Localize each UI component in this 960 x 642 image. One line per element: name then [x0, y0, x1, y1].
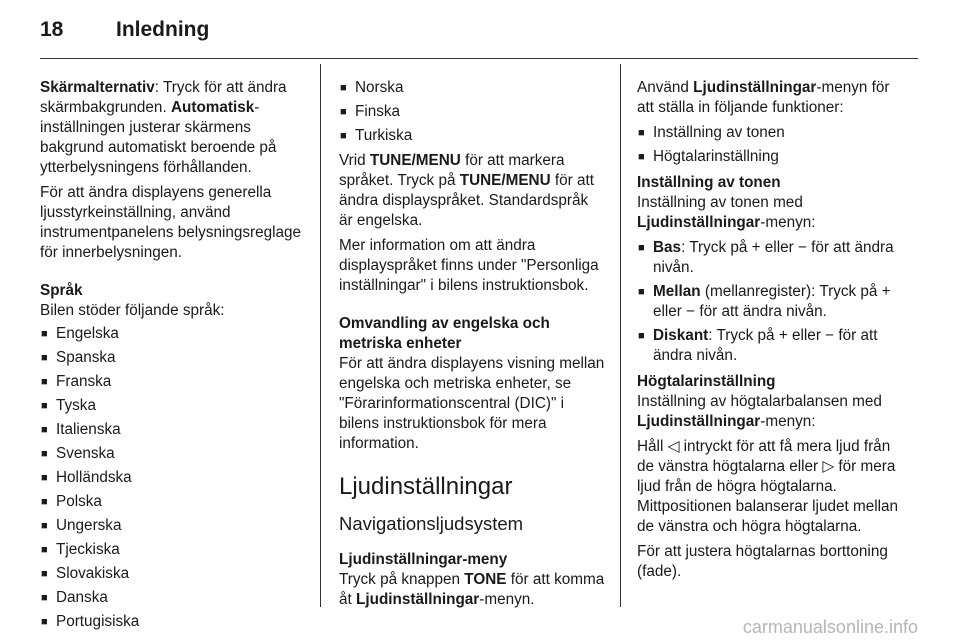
column-2: [339, 78, 605, 615]
text: : Tryck på + eller − för att ändra nivån.: [653, 327, 878, 364]
list-item: ■ Tjeckiska: [40, 540, 305, 560]
paragraph-screen-option: [40, 78, 305, 178]
term-sound-settings: Ljudinställningar: [693, 79, 817, 96]
text: : Tryck för att ändra skärmbakgrunden.: [40, 79, 287, 116]
list-item: ■ Inställning av tonen: [637, 123, 905, 143]
list-item: ■ Turkiska: [339, 126, 605, 146]
text: för att komma åt: [339, 571, 605, 608]
text: -menyn.: [479, 591, 535, 608]
language-list-2: [339, 78, 605, 146]
list-item-bass: [637, 238, 905, 278]
text: för att ändra displayspråket. Standardspråk är engelska.: [339, 172, 595, 229]
list-item: ■ Polska: [40, 492, 305, 512]
text: : Tryck på + eller − för att ändra nivån.: [653, 239, 894, 276]
paragraph-tune-menu: [339, 151, 605, 231]
term-sound-settings: Ljudinställningar: [637, 214, 761, 231]
list-item: ■ Franska: [40, 372, 305, 392]
language-list-1: [40, 324, 305, 632]
heading-unit-conversion: Omvandling av engelska och metriska enheter: [339, 315, 550, 352]
paragraph-unit-conversion: För att ändra displayens visning mellan engelska och metriska enheter, se "Förarinformationscentral (DIC)" i bilens instruktionsbok för mera information.: [339, 355, 605, 452]
list-item: ■ Italienska: [40, 420, 305, 440]
text: Inställning av tonen med: [637, 194, 803, 211]
function-list: [637, 123, 905, 167]
term-mid: Mellan: [653, 283, 701, 300]
heading-navigation-sound: Navigationsljudsystem: [339, 513, 524, 534]
paragraph-more-info: Mer information om att ändra displayspråket finns under "Personliga inställningar" i bilens instruktionsbok.: [339, 237, 599, 294]
list-item: ■ Holländska: [40, 468, 305, 488]
term-tune-menu: TUNE/MENU: [459, 172, 551, 189]
text: Tryck på knappen: [339, 571, 465, 588]
tone-list: [637, 238, 905, 366]
list-item-mid: [637, 282, 905, 322]
list-item: ■ Svenska: [40, 444, 305, 464]
column-1: [40, 78, 305, 637]
text: för att markera språket. Tryck på: [339, 152, 565, 189]
list-item: ■ Finska: [339, 102, 605, 122]
page-number: 18: [40, 18, 64, 41]
heading-sound-menu: Ljudinställningar-meny: [339, 551, 508, 568]
paragraph-speaker-setting: [637, 392, 905, 432]
text: Använd: [637, 79, 694, 96]
text: -inställningen justerar skärmens bakgrund automatiskt beroende på ytterbelysningens förhållanden.: [40, 99, 277, 176]
list-item: ■ Spanska: [40, 348, 305, 368]
term-bass: Bas: [653, 239, 682, 256]
heading-sound-settings: Ljudinställningar: [339, 473, 513, 500]
term-tone: TONE: [464, 571, 507, 588]
term-tune-menu: TUNE/MENU: [369, 152, 461, 169]
text: Vrid: [339, 152, 370, 169]
paragraph-balance: Håll ◁ intryckt för att få mera ljud från de vänstra högtalarna eller ▷ för mera ljud från de högra högtalarna. Mittpositionen balanserar ljudet mellan de vänstra och högra högtalarna.: [637, 438, 899, 535]
header-rule: [40, 58, 918, 59]
term-sound-settings: Ljudinställningar: [637, 413, 761, 430]
watermark: carmanualsonline.info: [742, 617, 918, 637]
term-screen-option: Skärmalternativ: [40, 79, 155, 96]
list-item: ■ Tyska: [40, 396, 305, 416]
paragraph-use-menu: [637, 78, 905, 118]
term-automatic: Automatisk: [170, 99, 255, 116]
list-item: ■ Danska: [40, 588, 305, 608]
heading-speaker-setting: Högtalarinställning: [637, 373, 776, 390]
page-header: [40, 18, 209, 42]
list-item: ■ Ungerska: [40, 516, 305, 536]
text: -menyn för att ställa in följande funktioner:: [637, 79, 890, 116]
text: -menyn:: [760, 214, 816, 231]
term-sound-settings: Ljudinställningar: [356, 591, 480, 608]
column-divider-1: [320, 64, 321, 607]
list-item: ■ Högtalarinställning: [637, 147, 905, 167]
chapter-title: Inledning: [116, 18, 210, 41]
paragraph-brightness: För att ändra displayens generella ljusstyrkeinställning, använd instrumentpanelens belysningsreglage för innerbelysningen.: [40, 184, 302, 261]
paragraph-tone-setting: [637, 193, 905, 233]
heading-language: Språk: [40, 282, 83, 299]
list-item: ■ Slovakiska: [40, 564, 305, 584]
paragraph-fade: För att justera högtalarnas borttoning (fade).: [637, 543, 888, 580]
paragraph-tone-button: [339, 570, 605, 610]
list-item: ■ Norska: [339, 78, 605, 98]
column-divider-2: [620, 64, 621, 607]
list-item-treble: [637, 326, 905, 366]
term-treble: Diskant: [653, 327, 709, 344]
text: Inställning av högtalarbalansen med: [637, 393, 882, 410]
heading-tone-setting: Inställning av tonen: [637, 174, 781, 191]
column-3: [637, 78, 905, 587]
text: -menyn:: [760, 413, 816, 430]
list-item: ■ Engelska: [40, 324, 305, 344]
list-item: ■ Portugisiska: [40, 612, 305, 632]
text: (mellanregister): Tryck på + eller − för att ändra nivån.: [653, 283, 891, 320]
paragraph-language-intro: Bilen stöder följande språk:: [40, 302, 225, 319]
